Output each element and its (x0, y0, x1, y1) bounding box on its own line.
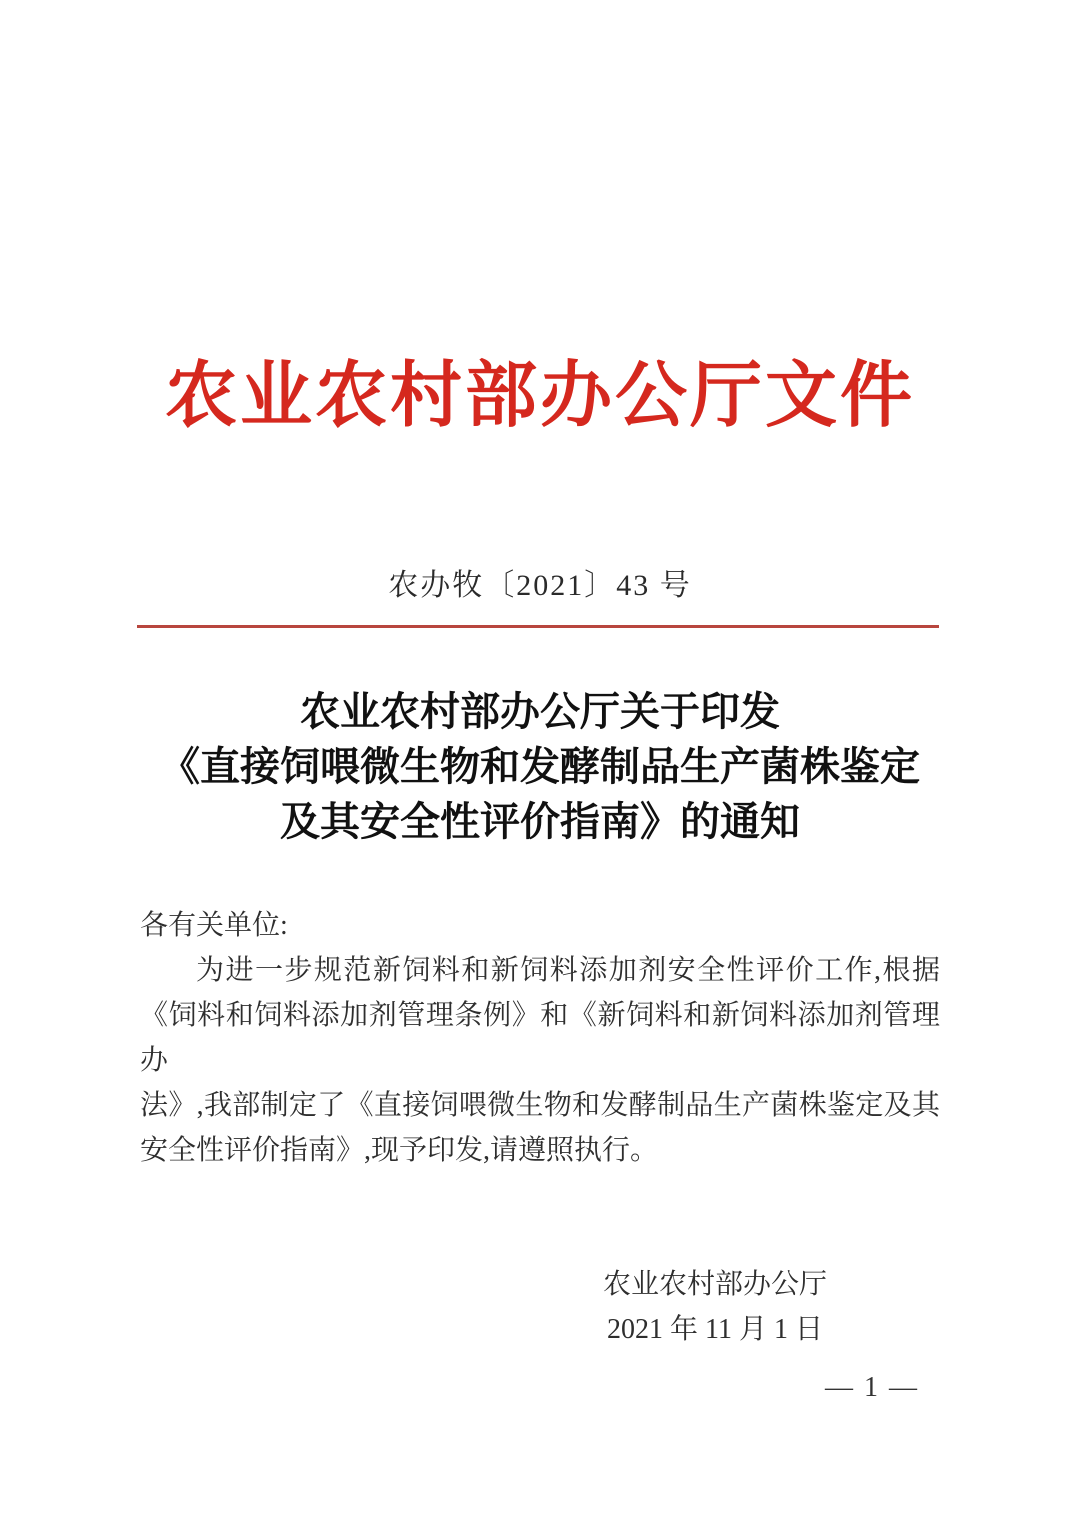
paragraph-line-2: 《饲料和饲料添加剂管理条例》和《新饲料和新饲料添加剂管理办 (140, 1000, 940, 1076)
page-number: — 1 — (825, 1372, 919, 1403)
paragraph-line-4: 安全性评价指南》,现予印发,请遵照执行。 (140, 1135, 659, 1166)
paragraph-line-3: 法》,我部制定了《直接饲喂微生物和发酵制品生产菌株鉴定及其 (140, 1090, 940, 1121)
document-number: 农办牧〔2021〕43 号 (388, 569, 692, 602)
notice-title-line-2: 《直接饲喂微生物和发酵制品生产菌株鉴定 (160, 744, 920, 789)
notice-title (0, 684, 1080, 849)
notice-title-line-3: 及其安全性评价指南》的通知 (280, 799, 800, 844)
paragraph-line-1: 为进一步规范新饲料和新饲料添加剂安全性评价工作,根据 (196, 955, 940, 986)
red-separator-line (137, 625, 939, 628)
notice-title-line-1: 农业农村部办公厅关于印发 (300, 689, 780, 734)
salutation: 各有关单位: (140, 910, 288, 941)
document-body (140, 903, 940, 1173)
letterhead-title: 农业农村部办公厅文件 (164, 356, 915, 436)
signature-date: 2021 年 11 月 1 日 (607, 1314, 823, 1345)
signature-block (540, 1262, 890, 1352)
signature-org: 农业农村部办公厅 (602, 1269, 827, 1300)
